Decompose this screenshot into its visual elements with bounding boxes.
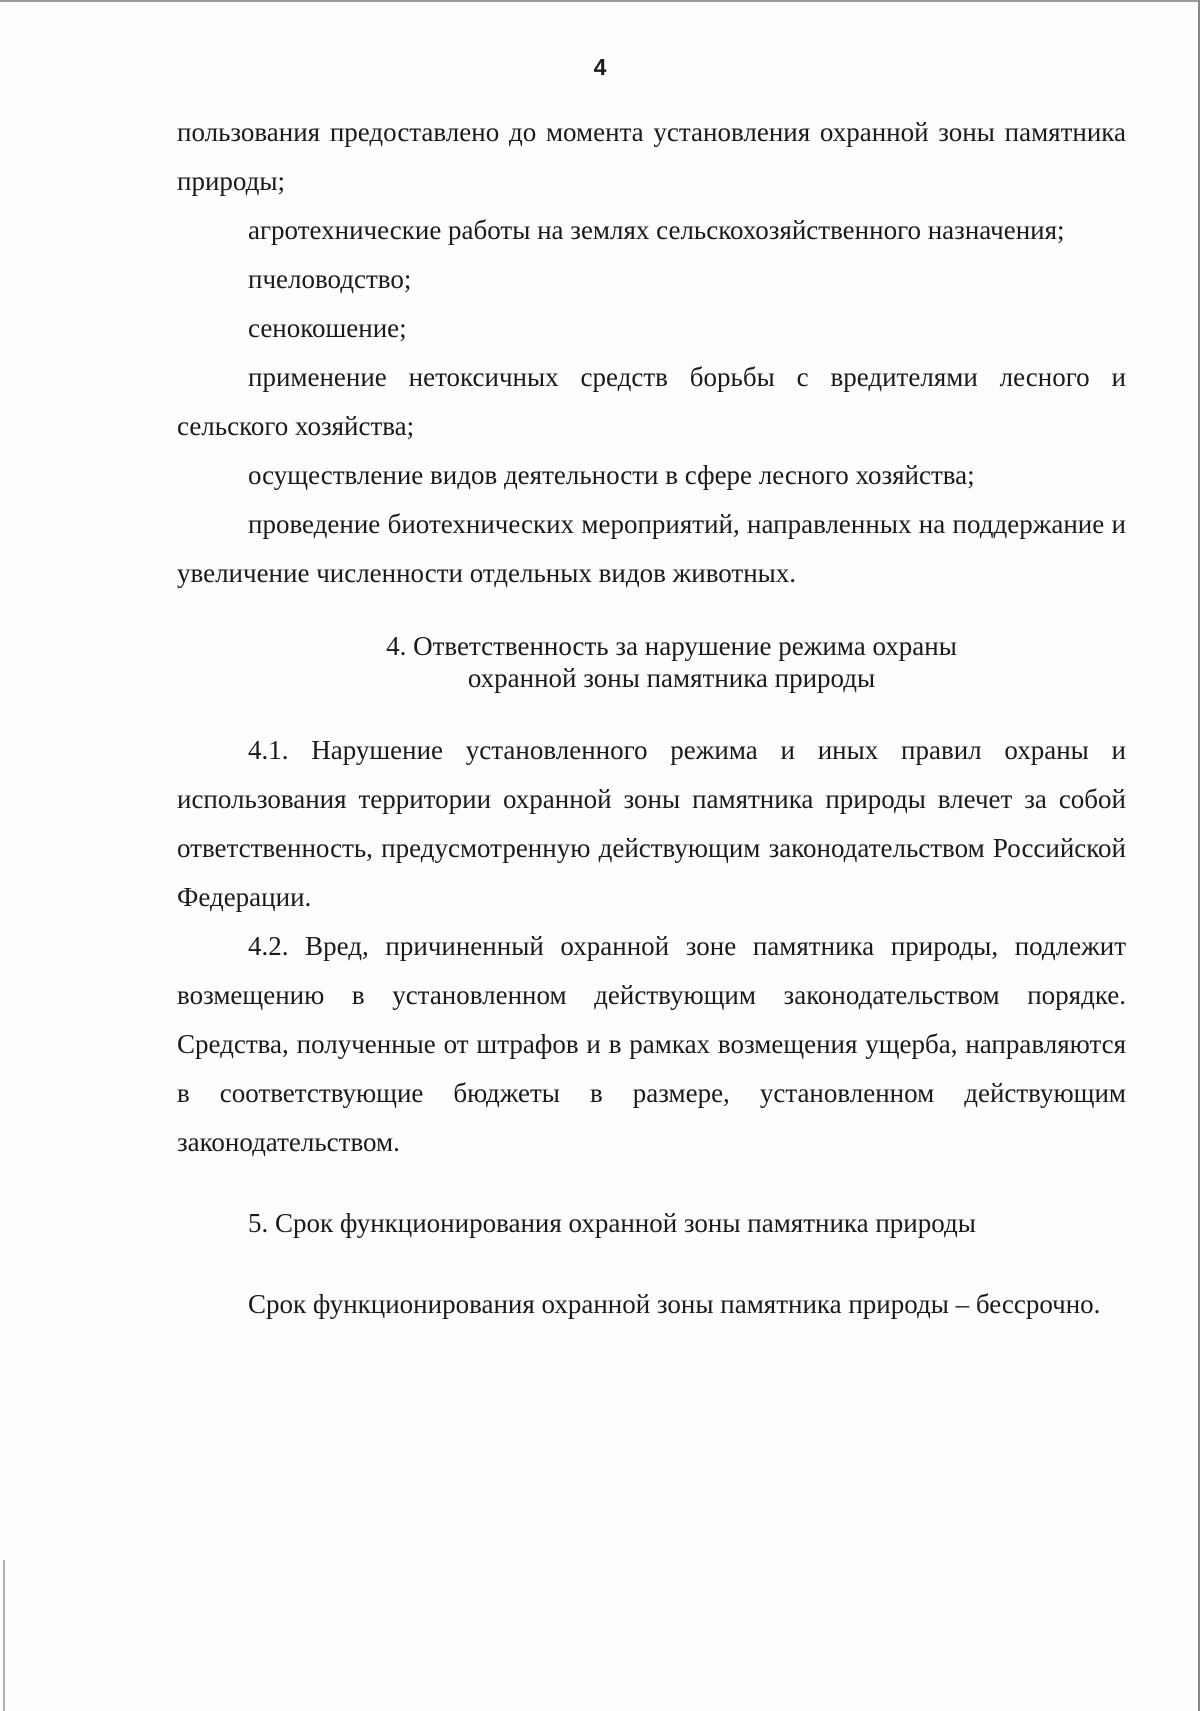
paragraph-pest-control: применение нетоксичных средств борьбы с вредителями лесного и сельского хозяйства; xyxy=(177,362,1126,441)
section-4-heading-line1: 4. Ответственность за нарушение режима охраны xyxy=(386,631,957,661)
paragraph-continuation: пользования предоставлено до момента установления охранной зоны памятника природы; xyxy=(177,117,1126,196)
document-body xyxy=(177,108,1126,1329)
section-5-heading: 5. Срок функционирования охранной зоны памятника природы xyxy=(248,1208,976,1238)
section-4-heading-line2: охранной зоны памятника природы xyxy=(467,663,876,693)
paragraph-4-2: 4.2. Вред, причиненный охранной зоне памятника природы, подлежит возмещению в установленном действующим законодательством порядке. Средства, полученные от штрафов и в рамках возмещения ущерба, направляются в соответствующие бюджеты в размере, установленном действующим законодательством. xyxy=(177,931,1126,1157)
section-4-heading xyxy=(177,630,1126,694)
paragraph-forestry: осуществление видов деятельности в сфере лесного хозяйства; xyxy=(248,460,975,490)
paragraph-biotechnical: проведение биотехнических мероприятий, направленных на поддержание и увеличение численности отдельных видов животных. xyxy=(177,509,1126,588)
paragraph-haymaking: сенокошение; xyxy=(248,313,407,343)
paragraph-4-1: 4.1. Нарушение установленного режима и иных правил охраны и использования территории охранной зоны памятника природы влечет за собой ответственность, предусмотренную действующим законодательством Российской Федерации. xyxy=(177,735,1126,912)
scan-edge-top xyxy=(0,0,1200,2)
paragraph-beekeeping: пчеловодство; xyxy=(248,264,412,294)
paragraph-agrotechnical: агротехнические работы на землях сельскохозяйственного назначения; xyxy=(248,215,1065,245)
paragraph-5-1: Срок функционирования охранной зоны памятника природы – бессрочно. xyxy=(248,1289,1101,1319)
page-number: 4 xyxy=(593,54,607,80)
scan-edge-left xyxy=(3,1560,5,1711)
